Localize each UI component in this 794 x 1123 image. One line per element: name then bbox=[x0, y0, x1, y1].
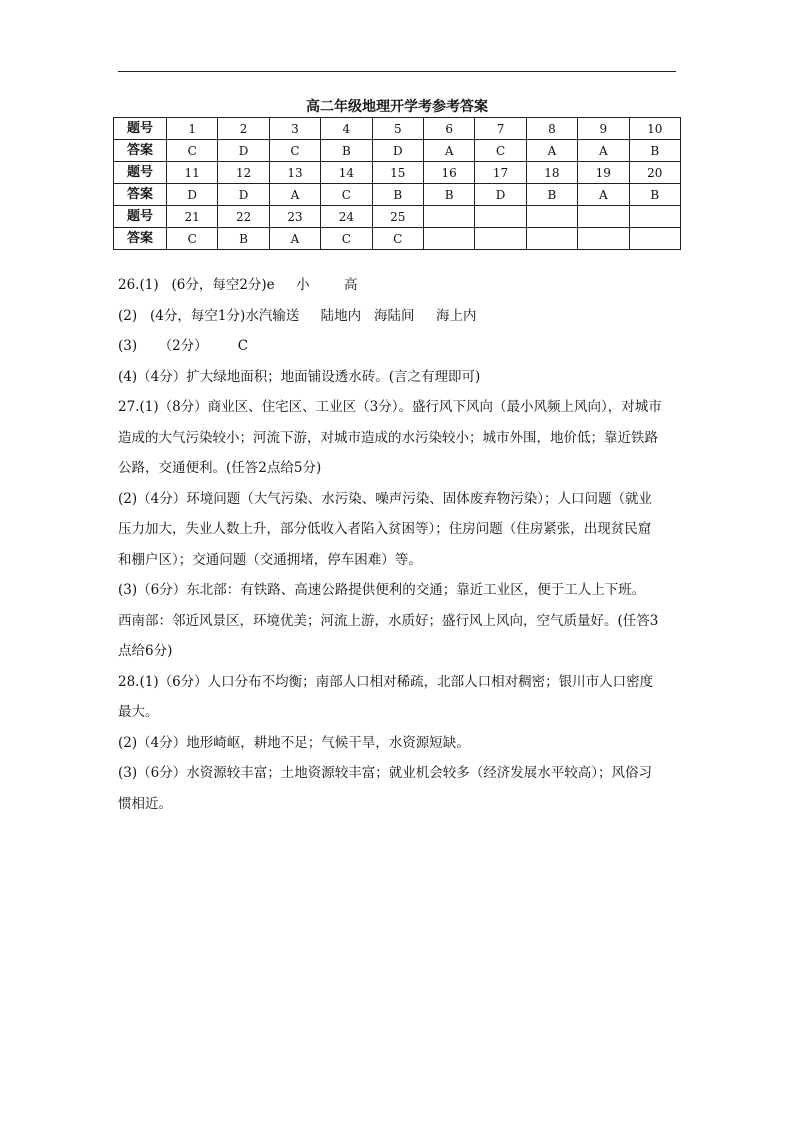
row-label: 答案 bbox=[114, 140, 167, 162]
table-cell: 20 bbox=[629, 162, 680, 184]
table-cell: A bbox=[269, 184, 320, 206]
table-cell: A bbox=[423, 140, 474, 162]
table-cell: D bbox=[167, 184, 218, 206]
table-cell bbox=[526, 206, 577, 228]
table-cell: 6 bbox=[423, 118, 474, 140]
table-cell bbox=[475, 206, 526, 228]
row-label: 题号 bbox=[114, 206, 167, 228]
table-cell: 21 bbox=[167, 206, 218, 228]
table-cell: D bbox=[218, 184, 269, 206]
answer-line: (2)（4分）环境问题（大气污染、水污染、噪声污染、固体废弃物污染）；人口问题（就业 bbox=[118, 490, 652, 507]
table-cell: B bbox=[372, 184, 423, 206]
header-rule bbox=[118, 71, 676, 72]
answer-line: (2) (4分，每空1分)水汽输送 陆地内 海陆间 海上内 bbox=[118, 307, 477, 324]
table-cell: 18 bbox=[526, 162, 577, 184]
table-cell: C bbox=[321, 184, 372, 206]
table-cell: C bbox=[321, 228, 372, 250]
table-cell: B bbox=[423, 184, 474, 206]
table-cell bbox=[423, 206, 474, 228]
page-title: 高二年级地理开学考参考答案 bbox=[306, 99, 488, 115]
table-cell: C bbox=[167, 140, 218, 162]
table-cell bbox=[475, 228, 526, 250]
answer-line: (2)（4分）地形崎岖，耕地不足；气候干旱，水资源短缺。 bbox=[118, 734, 470, 751]
answer-line: 28.(1)（6分）人口分布不均衡；南部人口相对稀疏，北部人口相对稠密；银川市人口密度 bbox=[118, 673, 654, 690]
table-cell: 19 bbox=[578, 162, 629, 184]
table-cell: 22 bbox=[218, 206, 269, 228]
answer-line: (4)（4分）扩大绿地面积；地面铺设透水砖。(言之有理即可) bbox=[118, 368, 481, 385]
table-cell: 8 bbox=[526, 118, 577, 140]
table-cell: C bbox=[167, 228, 218, 250]
answer-line: (3) （2分） C bbox=[118, 338, 249, 354]
table-cell: C bbox=[269, 140, 320, 162]
answer-line: 西南部：邻近风景区，环境优美；河流上游，水质好；盛行风上风向，空气质量好。(任答3 bbox=[118, 612, 659, 629]
table-cell: 15 bbox=[372, 162, 423, 184]
answer-line: 点给6分) bbox=[118, 643, 173, 659]
row-label: 题号 bbox=[114, 162, 167, 184]
table-cell bbox=[423, 228, 474, 250]
row-label: 题号 bbox=[114, 118, 167, 140]
table-cell: A bbox=[526, 140, 577, 162]
table-cell: 25 bbox=[372, 206, 423, 228]
table-cell bbox=[526, 228, 577, 250]
table-cell: 3 bbox=[269, 118, 320, 140]
table-row bbox=[114, 162, 681, 184]
table-cell bbox=[629, 228, 680, 250]
table-cell: 11 bbox=[167, 162, 218, 184]
table-cell bbox=[578, 228, 629, 250]
table-cell: 2 bbox=[218, 118, 269, 140]
table-row bbox=[114, 184, 681, 206]
answer-line: 和棚户区）；交通问题（交通拥堵，停车困难）等。 bbox=[118, 551, 422, 568]
table-cell: C bbox=[372, 228, 423, 250]
table-cell: 12 bbox=[218, 162, 269, 184]
table-cell: 10 bbox=[629, 118, 680, 140]
table-cell: A bbox=[269, 228, 320, 250]
answer-line: (3)（6分）水资源较丰富；土地资源较丰富；就业机会较多（经济发展水平较高）；风俗习 bbox=[118, 765, 652, 781]
answer-table bbox=[113, 117, 681, 250]
answer-line: 造成的大气污染较小；河流下游，对城市造成的水污染较小；城市外围，地价低；靠近铁路 bbox=[118, 429, 658, 446]
table-cell: B bbox=[218, 228, 269, 250]
table-cell: B bbox=[321, 140, 372, 162]
table-cell: 16 bbox=[423, 162, 474, 184]
table-cell: 1 bbox=[167, 118, 218, 140]
answer-line: 最大。 bbox=[118, 704, 159, 720]
table-cell bbox=[578, 206, 629, 228]
table-cell: B bbox=[629, 140, 680, 162]
table-cell: 14 bbox=[321, 162, 372, 184]
answer-line: 公路，交通便利。(任答2点给5分) bbox=[118, 460, 322, 476]
table-cell: D bbox=[372, 140, 423, 162]
table-cell: 4 bbox=[321, 118, 372, 140]
table-cell: B bbox=[629, 184, 680, 206]
table-cell: 5 bbox=[372, 118, 423, 140]
table-cell: 9 bbox=[578, 118, 629, 140]
table-row bbox=[114, 118, 681, 140]
table-cell: D bbox=[218, 140, 269, 162]
table-row bbox=[114, 140, 681, 162]
table-cell: 7 bbox=[475, 118, 526, 140]
answer-line: 压力加大，失业人数上升，部分低收入者陷入贫困等）；住房问题（住房紧张，出现贫民窟 bbox=[118, 521, 652, 537]
table-row bbox=[114, 228, 681, 250]
table-cell: B bbox=[526, 184, 577, 206]
table-cell: A bbox=[578, 184, 629, 206]
table-cell: D bbox=[475, 184, 526, 206]
answer-line: 27.(1)（8分）商业区、住宅区、工业区（3分）。盛行风下风向（最小风频上风向），对城市 bbox=[118, 399, 662, 415]
table-row bbox=[114, 206, 681, 228]
table-cell: 23 bbox=[269, 206, 320, 228]
answer-line: (3)（6分）东北部：有铁路、高速公路提供便利的交通；靠近工业区，便于工人上下班。 bbox=[118, 582, 646, 598]
table-cell: 24 bbox=[321, 206, 372, 228]
table-cell: C bbox=[475, 140, 526, 162]
table-cell bbox=[629, 206, 680, 228]
table-cell: A bbox=[578, 140, 629, 162]
table-cell: 17 bbox=[475, 162, 526, 184]
answer-line: 惯相近。 bbox=[118, 795, 172, 812]
row-label: 答案 bbox=[114, 228, 167, 250]
row-label: 答案 bbox=[114, 184, 167, 206]
answer-text bbox=[118, 270, 682, 819]
table-cell: 13 bbox=[269, 162, 320, 184]
answer-line: 26.(1) (6分，每空2分)e 小 高 bbox=[118, 277, 358, 293]
